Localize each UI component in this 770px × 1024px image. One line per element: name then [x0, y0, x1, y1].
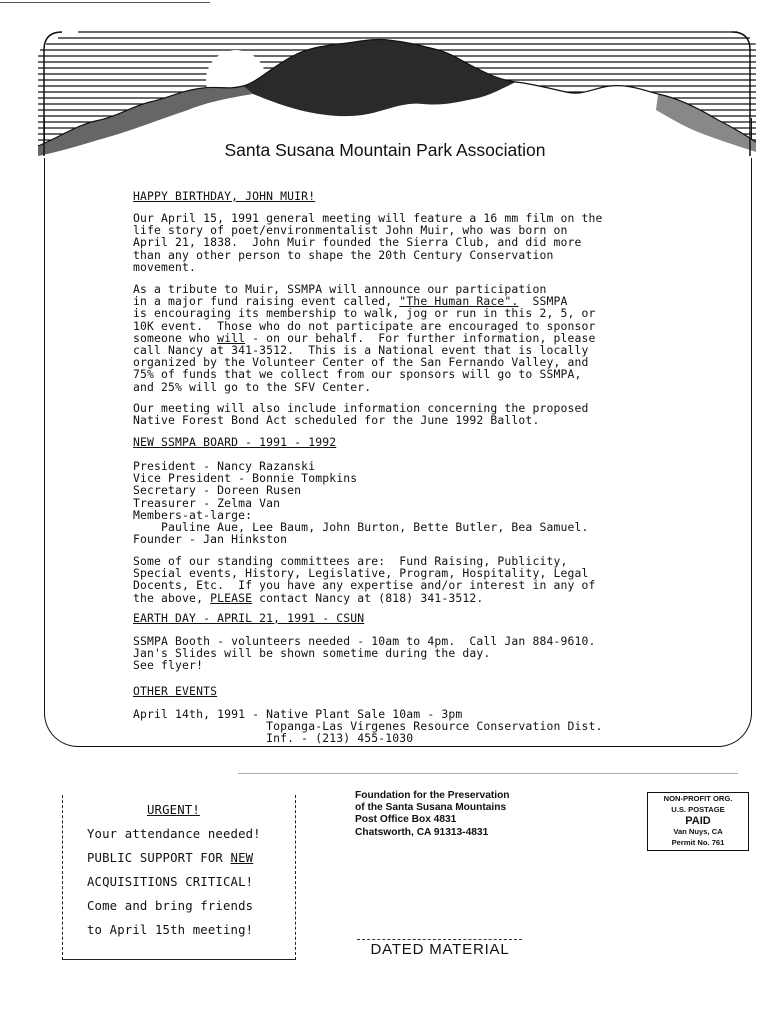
earth-day-text: SSMPA Booth - volunteers needed - 10am to 4pm. Call Jan 884-9610. Jan's Slides will be shown sometime during the day. See flyer!	[133, 634, 596, 673]
urgent-line-1: Your attendance needed!	[87, 827, 261, 841]
p2-text-a: As a tribute to Muir, SSMPA will announce our participation in a major fund raising event called,	[133, 282, 547, 309]
postage-line-4: Van Nuys, CA	[673, 827, 723, 836]
urgent-line-3: ACQUISITIONS CRITICAL!	[87, 875, 254, 889]
board-members: President - Nancy Razanski Vice President - Bonnie Tompkins Secretary - Doreen Rusen Treasurer - Zelma Van Members-at-large: Pauline Aue, Lee Baum, John Burton, Bette Butler, Bea Samuel. Founder - Jan Hinkston	[133, 459, 589, 547]
board-heading: NEW SSMPA BOARD - 1991 - 1992	[133, 435, 337, 449]
urgent-notice-box	[62, 795, 296, 960]
human-race-event: "The Human Race".	[399, 294, 519, 309]
other-events-text: April 14th, 1991 - Native Plant Sale 10am - 3pm Topanga-Las Virgenes Resource Conservation Dist. Inf. - (213) 455-1030	[133, 707, 603, 746]
committees-paragraph	[133, 555, 596, 604]
fold-rule	[238, 773, 738, 774]
birthday-paragraph-1: Our April 15, 1991 general meeting will feature a 16 mm film on the life story of poet/environmentalist John Muir, who was born on April 21, 1838. John Muir founded the Sierra Club, and did more than any other person to shape the 20th Century Conservation movement.	[133, 211, 603, 274]
return-address-line-1: Foundation for the Preservation	[355, 790, 510, 801]
urgent-line-2-text: PUBLIC SUPPORT FOR	[87, 851, 231, 865]
return-address-line-4: Chatsworth, CA 91313-4831	[355, 826, 489, 838]
top-edge-rule	[0, 2, 210, 3]
org-title: Santa Susana Mountain Park Association	[224, 140, 546, 160]
return-address	[355, 790, 510, 839]
postage-line-5: Permit No. 761	[671, 837, 725, 847]
postage-paid: PAID	[685, 815, 711, 827]
p2-text-b: SSMPA is encouraging its membership to walk, jog or run in this 2, 5, or 10K event. Those who do not participate are encouraged to sponsor someone who	[133, 294, 596, 345]
birthday-paragraph-2	[133, 283, 596, 393]
urgent-line-4: Come and bring friends	[87, 899, 254, 913]
postage-line-2: U.S. POSTAGE	[671, 804, 725, 814]
postage-indicia	[647, 792, 749, 851]
urgent-title: URGENT!	[147, 803, 200, 817]
postage-line-1: NON-PROFIT ORG.	[663, 794, 733, 803]
p2-text-c: - on our behalf. For further information, please call Nancy at 341-3512. This is a National event that is locally organized by the Volunteer Center of the San Fernando Valley, and 75% of funds that we collect from our sponsors will go to SSMPA, and 25% will go to the SFV Center.	[133, 330, 596, 394]
dated-material-label: DATED MATERIAL	[370, 941, 510, 958]
return-address-line-2: of the Santa Susana Mountains	[355, 802, 507, 814]
birthday-heading: HAPPY BIRTHDAY, JOHN MUIR!	[133, 189, 316, 203]
other-events-heading: OTHER EVENTS	[133, 684, 218, 698]
earth-day-heading: EARTH DAY - APRIL 21, 1991 - CSUN	[133, 611, 365, 625]
mountain-banner-illustration	[38, 28, 756, 158]
committees-text-b: contact Nancy at (818) 341-3512.	[252, 590, 484, 605]
new-emphasis: NEW	[230, 851, 254, 865]
committees-text-a: Some of our standing committees are: Fund Raising, Publicity, Special events, History, Legislative, Program, Hospitality, Legal Docents, Etc. If you have any expertise and/or interest in any of the above,	[133, 554, 596, 605]
urgent-line-2	[87, 852, 253, 864]
return-address-line-3: Post Office Box 4831	[355, 814, 457, 826]
urgent-line-5: to April 15th meeting!	[87, 923, 254, 937]
please-emphasis: PLEASE	[210, 590, 253, 605]
dated-material-rule	[357, 939, 522, 940]
will-emphasis: will	[217, 330, 246, 345]
birthday-paragraph-3: Our meeting will also include information concerning the proposed Native Forest Bond Act scheduled for the June 1992 Ballot.	[133, 401, 589, 428]
